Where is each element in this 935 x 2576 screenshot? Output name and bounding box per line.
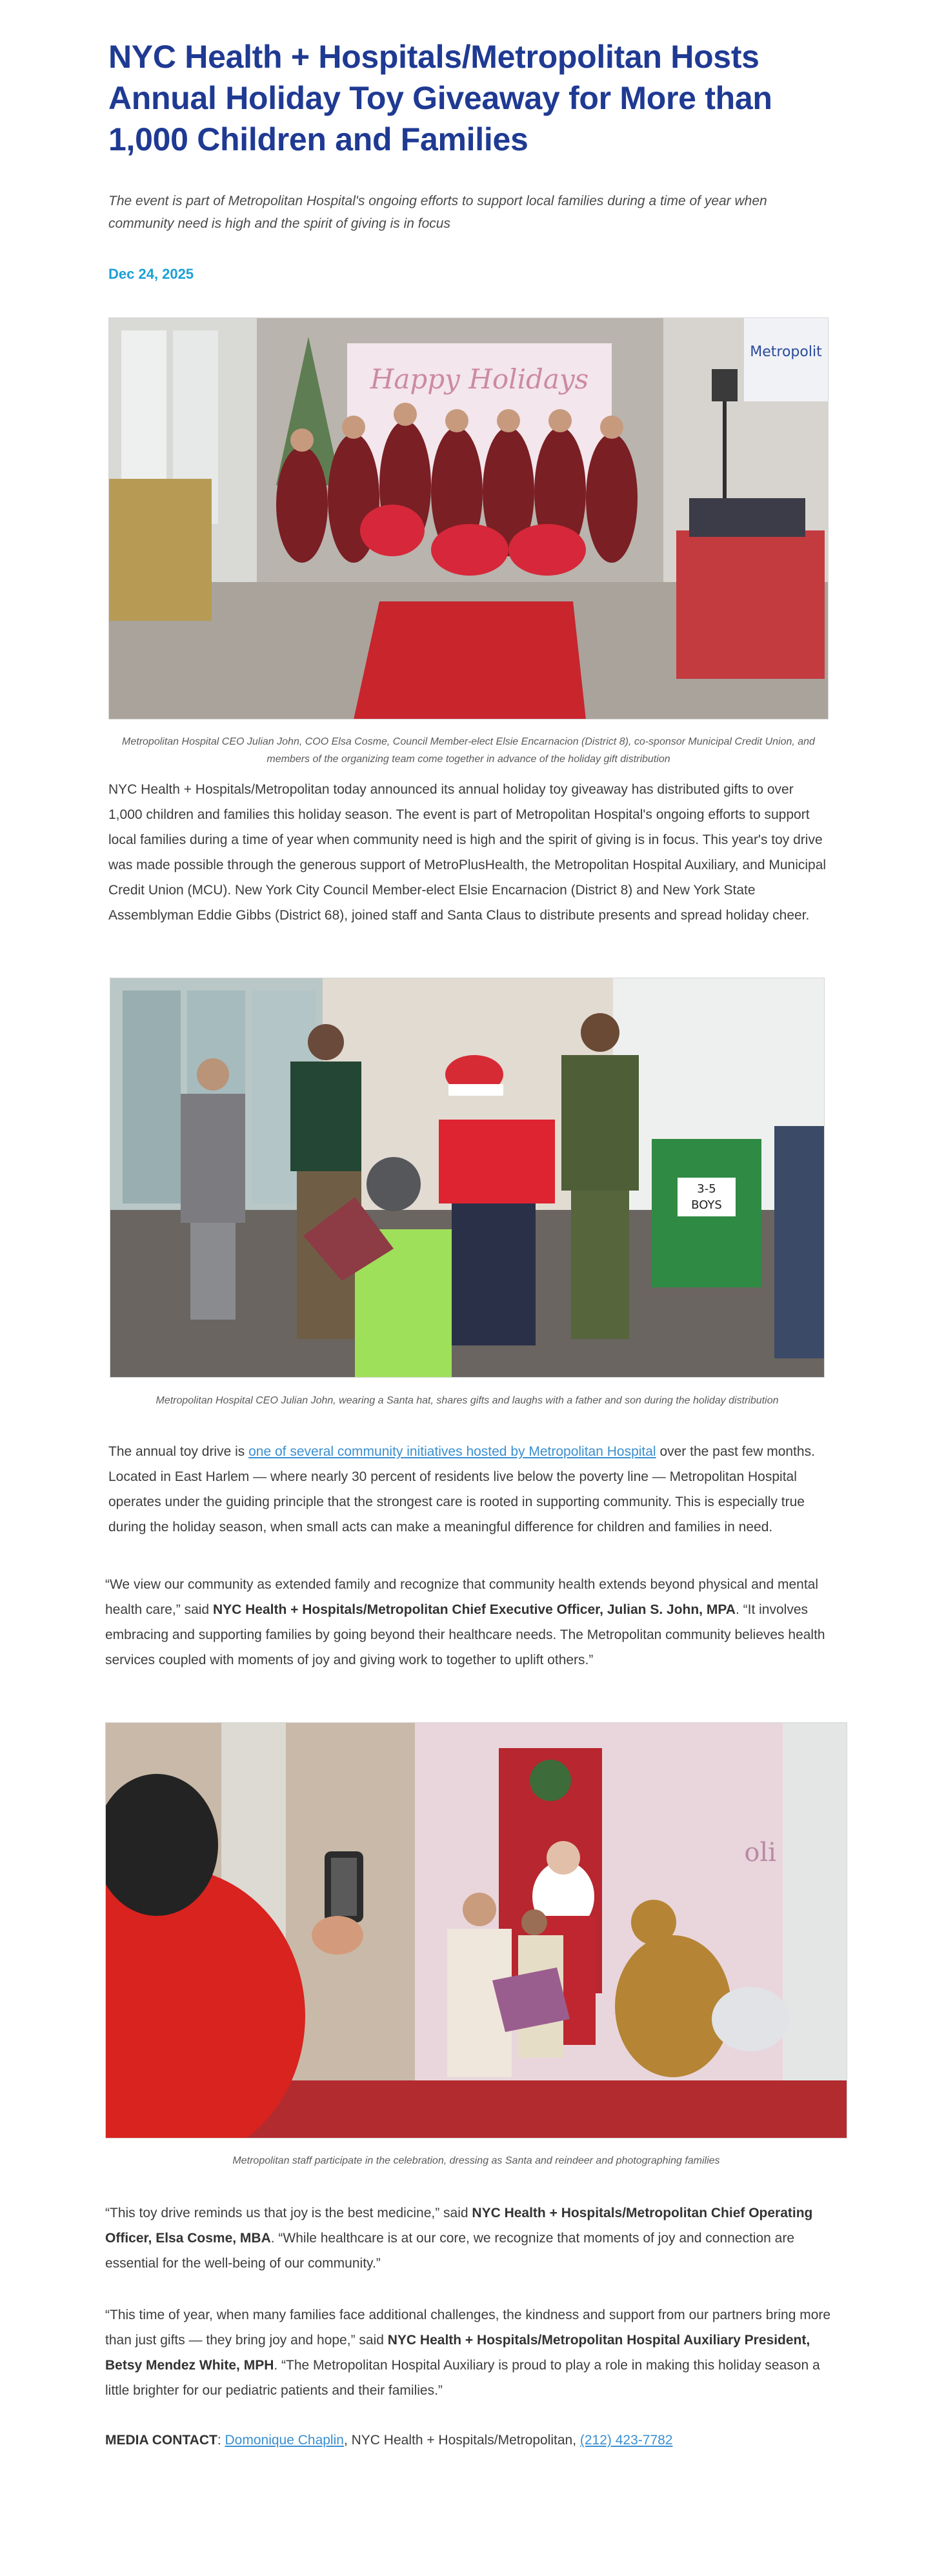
auxiliary-quote-text-2: . “The Metropolitan Hospital Auxiliary is proud to play a role in making this holiday season a little brighter for our pediatric patients and their families.” [105, 2358, 820, 2398]
paragraph-auxiliary-quote [105, 2302, 847, 2403]
group-photo-caption: Metropolitan Hospital CEO Julian John, COO Elsa Cosme, Council Member-elect Elsie Encarnacion (District 8), co-sponsor Municipal Credit Union, and members of the organizing team come together in advance of the holiday gift distribution [122, 736, 815, 765]
ceo-family-photo [110, 978, 825, 1378]
media-contact-org: , NYC Health + Hospitals/Metropolitan, [343, 2433, 580, 2448]
metropolitan-banner: Metropolit [750, 344, 822, 360]
paragraph-ceo-quote [105, 1572, 828, 1673]
auxiliary-quote-text-1: “This time of year, when many families face additional challenges, the kindness and support from our partners bring more than just gifts — they bring joy and hope,” said [105, 2308, 831, 2348]
wall-lettering: oli [744, 1838, 776, 1867]
ceo-family-photo-illustration [110, 978, 825, 1378]
paragraph-community-text-2: over the past few months. Located in East Harlem — where nearly 30 percent of residents live below the poverty line — Metropolitan Hospital operates under the guiding principle that the strongest care is rooted in supporting community. This is especially true during the holiday season, when small acts can make a meaningful difference for children and families in need. [108, 1444, 815, 1535]
ceo-quote-text-2: . “It involves embracing and supporting families by going beyond their healthcare needs. The Metropolitan community believes health services coupled with moments of joy and giving work to together to uplift others.” [105, 1602, 825, 1667]
community-initiatives-link[interactable]: one of several community initiatives hosted by Metropolitan Hospital [248, 1444, 656, 1459]
article-date: Dec 24, 2025 [108, 266, 194, 282]
media-contact-phone-link[interactable]: (212) 423-7782 [579, 2433, 673, 2448]
santa-reindeer-photo-illustration [105, 1722, 847, 2138]
auxiliary-president-name: NYC Health + Hospitals/Metropolitan Hospital Auxiliary President, Betsy Mendez White, MPH [105, 2333, 810, 2373]
paragraph-community [108, 1439, 829, 1540]
box-label-boys: BOYS [691, 1198, 722, 1212]
media-contact-colon: : [217, 2433, 225, 2448]
paragraph-intro: NYC Health + Hospitals/Metropolitan today announced its annual holiday toy giveaway has distributed gifts to over 1,000 children and families this holiday season. The event is part of Metropolitan Hospital's ongoing efforts to support local families during a time of year when community need is high and the spirit of giving is in focus. This year's toy drive was made possible through the generous support of MetroPlusHealth, the Metropolitan Hospital Auxiliary, and Municipal Credit Union (MCU). New York City Council Member-elect Elsie Encarnacion (District 8) and New York State Assemblyman Eddie Gibbs (District 68), joined staff and Santa Claus to distribute presents and spread holiday cheer. [108, 782, 827, 923]
media-contact-label: MEDIA CONTACT [105, 2433, 217, 2448]
coo-quote-text-2: . “While healthcare is at our core, we recognize that moments of joy and connection are essential for the well-being of our community.” [105, 2231, 794, 2271]
ceo-family-photo-caption: Metropolitan Hospital CEO Julian John, wearing a Santa hat, shares gifts and laughs with a father and son during the holiday distribution [156, 1395, 779, 1406]
coo-quote-text-1: “This toy drive reminds us that joy is the best medicine,” said [105, 2206, 472, 2220]
box-label-age: 3-5 [697, 1182, 716, 1196]
media-contact-name-link[interactable]: Domonique Chaplin [225, 2433, 344, 2448]
santa-reindeer-photo-caption: Metropolitan staff participate in the celebration, dressing as Santa and reindeer and photographing families [232, 2155, 720, 2166]
paragraph-coo-quote [105, 2200, 847, 2276]
article-headline: NYC Health + Hospitals/Metropolitan Hosts Annual Holiday Toy Giveaway for More than 1,000 Children and Families [108, 39, 772, 157]
ceo-quote-text-1: “We view our community as extended family and recognize that community health extends beyond physical and mental health care,” said [105, 1577, 819, 1617]
media-contact [105, 2428, 847, 2453]
happy-holidays-sign: Happy Holidays [370, 363, 589, 395]
group-photo-illustration [108, 317, 829, 719]
santa-reindeer-photo [105, 1722, 847, 2138]
article-subhead: The event is part of Metropolitan Hospital's ongoing efforts to support local families during a time of year when community need is high and the spirit of giving is in focus [108, 194, 767, 231]
coo-name: NYC Health + Hospitals/Metropolitan Chief Operating Officer, Elsa Cosme, MBA [105, 2206, 813, 2246]
ceo-name: NYC Health + Hospitals/Metropolitan Chief Executive Officer, Julian S. John, MPA [212, 1602, 736, 1617]
group-photo [108, 317, 829, 719]
paragraph-community-text-1: The annual toy drive is [108, 1444, 249, 1459]
